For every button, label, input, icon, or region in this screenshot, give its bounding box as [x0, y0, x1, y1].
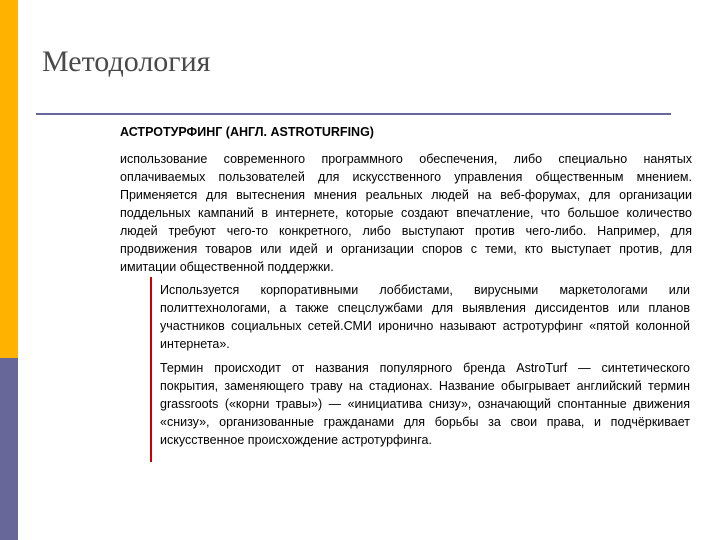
etymology-paragraph: Термин происходит от названия популярного бренда AstroTurf — синтетического покрытия, заменяющего траву на стадионах. Название обыгрывает английский термин grassroots («корни травы») — «инициатива снизу», означающий спонтанные движения «снизу», организованные гражданами для борьбы за свои права, и подчёркивает искусственное происхождение астротурфинга. [160, 361, 690, 447]
title-divider [36, 113, 671, 115]
usage-paragraph: Используется корпоративными лоббистами, вирусными маркетологами или политтехнологами, а также спецслужбами для выявления диссидентов или планов участников социальных сетей.СМИ иронично называют астротурфинг «пятой колонной интернета». [160, 283, 690, 351]
slide-title: Методология [42, 45, 211, 78]
sidebar-accent-bottom [0, 358, 18, 540]
term-heading: АСТРОТУРФИНГ (АНГЛ. ASTROTURFING) [120, 125, 374, 139]
sidebar-accent-top [0, 0, 18, 358]
quote-accent-line [150, 277, 152, 462]
definition-paragraph: использование современного программного обеспечения, либо специально нанятых оплачиваемых пользователей для искусственного управления общественным мнением. Применяется для вытеснения мнения реальных людей на веб-форумах, для организации поддельных кампаний в интернете, которые создают впечатление, что большое количество людей требуют чего-то конкретного, либо выступают против чего-либо. Например, для продвижения товаров или идей и организации споров с теми, кто выступает против, для имитации общественной поддержки. [120, 152, 692, 274]
